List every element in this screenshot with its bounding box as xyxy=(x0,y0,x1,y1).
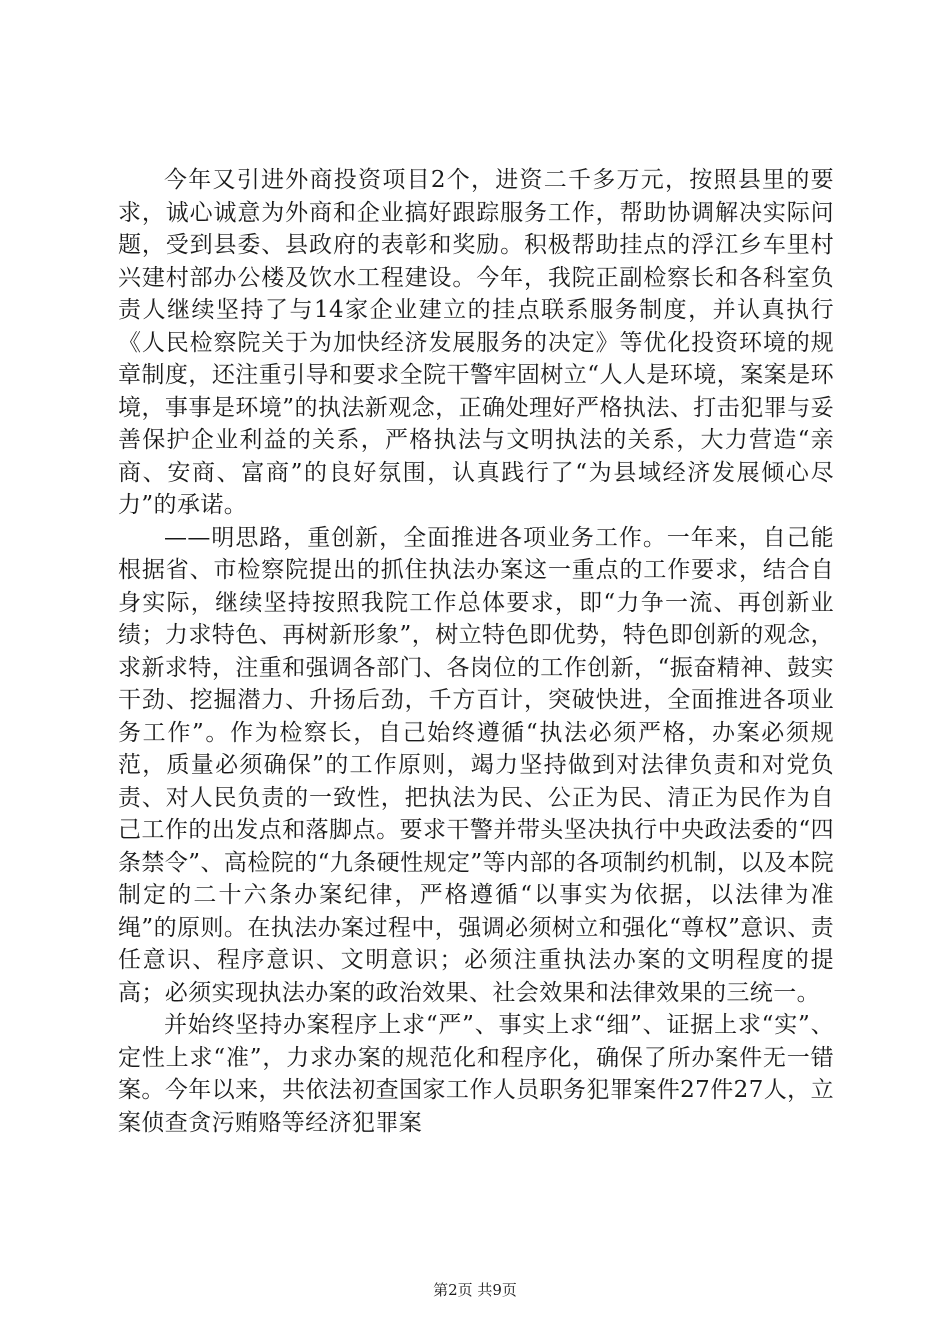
paragraph: 并始终坚持办案程序上求“严”、事实上求“细”、证据上求“实”、定性上求“准”，力求办案的规范化和程序化，确保了所办案件无一错案。今年以来，共依法初查国家工作人员职务犯罪案件27件27人，立案侦查贪污贿赂等经济犯罪案 xyxy=(118,1012,834,1136)
page-number-footer: 第2页 共9页 xyxy=(433,1281,517,1299)
paragraph: ——明思路，重创新，全面推进各项业务工作。一年来，自己能根据省、市检察院提出的抓住执法办案这一重点的工作要求，结合自身实际，继续坚持按照我院工作总体要求，即“力争一流、再创新业绩；力求特色、再树新形象”，树立特色即优势，特色即创新的观念，求新求特，注重和强调各部门、各岗位的工作创新，“振奋精神、鼓实干劲、挖掘潜力、升扬后劲，千方百计，突破快进，全面推进各项业务工作”。作为检察长，自己始终遵循“执法必须严格，办案必须规范，质量必须确保”的工作原则，竭力坚持做到对法律负责和对党负责、对人民负责的一致性，把执法为民、公正为民、清正为民作为自己工作的出发点和落脚点。要求干警并带头坚决执行中央政法委的“四条禁令”、高检院的“九条硬性规定”等内部的各项制约机制，以及本院制定的二十六条办案纪律，严格遵循“以事实为依据，以法律为准绳”的原则。在执法办案过程中，强调必须树立和强化“尊权”意识、责任意识、程序意识、文明意识；必须注重执法办案的文明程度的提高；必须实现执法办案的政治效果、社会效果和法律效果的三统一。 xyxy=(118,524,834,1006)
paragraph: 今年又引进外商投资项目2个，进资二千多万元，按照县里的要求，诚心诚意为外商和企业搞好跟踪服务工作，帮助协调解决实际问题，受到县委、县政府的表彰和奖励。积极帮助挂点的浮江乡车里村兴建村部办公楼及饮水工程建设。今年，我院正副检察长和各科室负责人继续坚持了与14家企业建立的挂点联系服务制度，并认真执行《人民检察院关于为加快经济发展服务的决定》等优化投资环境的规章制度，还注重引导和要求全院干警牢固树立“人人是环境，案案是环境，事事是环境”的执法新观念，正确处理好严格执法、打击犯罪与妥善保护企业利益的关系，严格执法与文明执法的关系，大力营造“亲商、安商、富商”的良好氛围，认真践行了“为县域经济发展倾心尽力”的承诺。 xyxy=(118,167,834,518)
document-body xyxy=(118,164,834,1139)
